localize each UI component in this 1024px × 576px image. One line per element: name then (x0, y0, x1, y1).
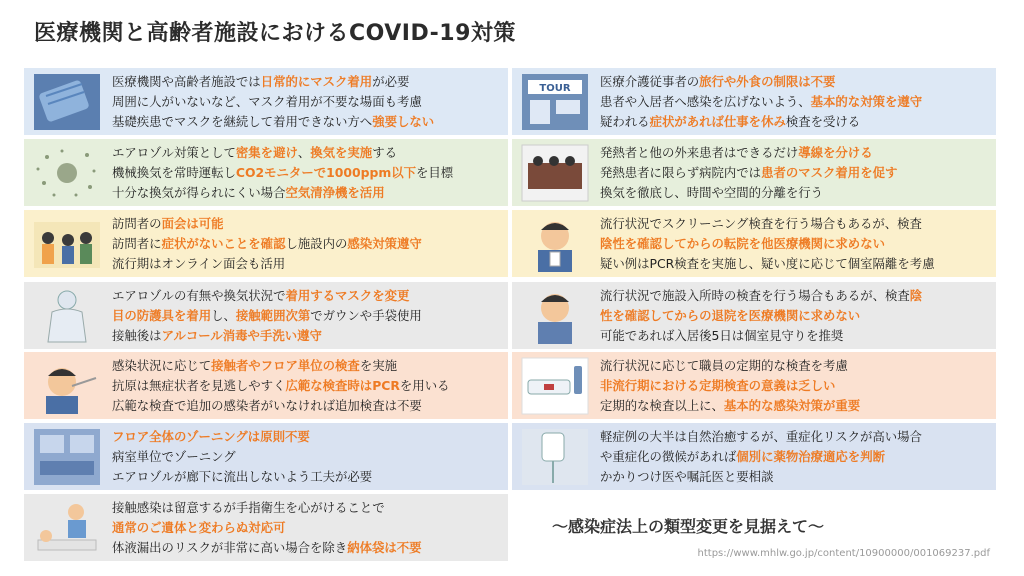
panel-line (112, 519, 508, 536)
body-text: 流行期はオンライン面会も活用 (112, 256, 286, 271)
highlight-text: 納体袋は不要 (347, 540, 422, 555)
panel-line (600, 327, 996, 344)
right-panel-1 (512, 68, 996, 135)
panel-line (600, 184, 996, 201)
highlight-text: 空気清浄機を活用 (285, 185, 385, 200)
highlight-text: アルコール消毒や手洗い遵守 (161, 328, 322, 343)
source-url: https://www.mhlw.go.jp/content/10900000/001069237.pdf (697, 548, 990, 559)
panel-line (600, 357, 996, 374)
panel-line (112, 113, 508, 130)
body-text: 可能であれば入居後5日は個室見守りを推奨 (600, 328, 844, 343)
body-text: 疑われる (600, 114, 650, 129)
panel-line (112, 377, 508, 394)
panel-text (112, 139, 508, 206)
sick-person-icon (516, 286, 594, 345)
body-text: 軽症例の大半は自然治癒するが、重症化リスクが高い場合 (600, 429, 922, 444)
highlight-text: 換気を実施 (310, 145, 373, 160)
panel-line (112, 307, 508, 324)
highlight-text: 導線を分ける (798, 145, 873, 160)
iv-drip-icon (516, 427, 594, 486)
panel-line (112, 73, 508, 90)
aerosol-icon (28, 143, 106, 202)
panel-line (112, 428, 508, 445)
panel-text (112, 494, 508, 561)
panel-text (600, 423, 996, 490)
panel-line (600, 113, 996, 130)
ward-room-icon (28, 427, 106, 486)
body-text: 医療機関や高齢者施設では (112, 74, 261, 89)
left-panel-4 (24, 282, 508, 349)
highlight-text: 症状がないことを確認 (161, 236, 286, 251)
body-text: を実施 (359, 358, 397, 373)
panel-line (600, 448, 996, 465)
visitors-icon (28, 214, 106, 273)
body-text: が必要 (372, 74, 410, 89)
nasal-swab-icon (28, 356, 106, 415)
body-text: 病室単位でゾーニング (112, 449, 236, 464)
panel-text (600, 210, 996, 277)
panel-line (600, 215, 996, 232)
panel-line (112, 184, 508, 201)
highlight-text: 日常的にマスク着用 (260, 74, 373, 89)
highlight-text: 旅行や外食の制限は不要 (699, 74, 836, 89)
highlight-text: 着用するマスクを変更 (285, 288, 410, 303)
left-panel-1 (24, 68, 508, 135)
body-text: 接触後は (112, 328, 162, 343)
panel-line (600, 397, 996, 414)
body-text: エアロゾルが廊下に流出しないよう工夫が必要 (112, 469, 373, 484)
highlight-text: 基本的な感染対策が重要 (723, 398, 861, 413)
body-text: 抗原は無症状者を見逃しやすく (112, 378, 286, 393)
highlight-text: 基本的な対策を遵守 (810, 94, 923, 109)
body-text: 感染状況に応じて (112, 358, 212, 373)
left-panel-2 (24, 139, 508, 206)
highlight-text: フロア全体のゾーニングは原則不要 (112, 429, 310, 444)
panel-line (112, 327, 508, 344)
body-text: する (372, 145, 397, 160)
body-text: 発熱患者に限らず病院内では (600, 165, 762, 180)
panel-text (600, 352, 996, 419)
panel-line (112, 215, 508, 232)
body-text: 換気を徹底し、時間や空間的分離を行う (600, 185, 824, 200)
body-text: 機械換気を常時運転し (112, 165, 236, 180)
panel-line (112, 235, 508, 252)
body-text: 、 (297, 145, 311, 160)
highlight-text: 感染対策遵守 (347, 236, 422, 251)
highlight-text: 面会は可能 (161, 216, 224, 231)
deceased-care-icon (28, 498, 106, 557)
face-mask-icon (28, 72, 106, 131)
body-text: し、 (211, 308, 236, 323)
waiting-room-icon (516, 143, 594, 202)
right-panel-2 (512, 139, 996, 206)
body-text: を目標 (416, 165, 454, 180)
highlight-text: CO2モニターで1000ppm以下 (235, 165, 417, 180)
highlight-text: 通常のご遺体と変わらぬ対応可 (112, 520, 286, 535)
body-text: 十分な換気が得られにくい場合 (112, 185, 286, 200)
body-text: 流行状況に応じて職員の定期的な検査を考慮 (600, 358, 848, 373)
body-text: エアロゾル対策として (112, 145, 236, 160)
highlight-text: 症状があれば仕事を休み (649, 114, 786, 129)
highlight-text: 個別に薬物治療適応を判断 (736, 449, 885, 464)
panel-line (112, 357, 508, 374)
panel-line (112, 287, 508, 304)
left-panel-6 (24, 423, 508, 490)
highlight-text: 非流行期における定期検査の意義は乏しい (600, 378, 836, 393)
right-panel-5 (512, 352, 996, 419)
panel-line (112, 539, 508, 556)
highlight-text: 性を確認してからの退院を医療機関に求めない (600, 308, 861, 323)
tour-bus-icon (516, 72, 594, 131)
highlight-text: 強要しない (372, 114, 435, 129)
body-text: 訪問者に (112, 236, 162, 251)
svg-text:TOUR: TOUR (539, 82, 571, 94)
body-text: 疑い例はPCR検査を実施し、疑い度に応じて個室隔離を考慮 (600, 256, 935, 271)
pcr-test-icon (516, 214, 594, 273)
page-title: 医療機関と高齢者施設におけるCOVID-19対策 (34, 21, 516, 46)
panel-line (112, 499, 508, 516)
highlight-text: 患者のマスク着用を促す (761, 165, 898, 180)
body-text: 患者や入居者へ感染を広げないよう、 (600, 94, 811, 109)
panel-line (600, 377, 996, 394)
panel-line (112, 397, 508, 414)
panel-line (600, 93, 996, 110)
body-text: 定期的な検査以上に、 (600, 398, 724, 413)
panel-line (112, 144, 508, 161)
highlight-text: 接触範囲次第 (235, 308, 311, 323)
body-text: 検査を受ける (785, 114, 861, 129)
body-text: 医療介護従事者の (600, 74, 700, 89)
highlight-text: 接触者やフロア単位の検査 (211, 358, 360, 373)
panel-line (600, 255, 996, 272)
panel-text (600, 68, 996, 135)
panel-text (112, 210, 508, 277)
tagline: 〜感染症法上の類型変更を見据えて〜 (552, 517, 825, 536)
highlight-text: 陰性を確認してからの転院を他医療機関に求めない (600, 236, 885, 251)
panel-line (600, 468, 996, 485)
left-panel-7 (24, 494, 508, 561)
panel-text (112, 352, 508, 419)
panel-text (600, 282, 996, 349)
body-text: や重症化の徴候があれば (600, 449, 737, 464)
panel-text (112, 423, 508, 490)
panel-line (600, 307, 996, 324)
body-text: 流行状況で施設入所時の検査を行う場合もあるが、検査 (600, 288, 910, 303)
body-text: を用いる (399, 378, 450, 393)
body-text: 発熱者と他の外来患者はできるだけ (600, 145, 799, 160)
body-text: でガウンや手袋使用 (310, 308, 422, 323)
panel-text (112, 68, 508, 135)
highlight-text: 密集を避け (235, 145, 298, 160)
panel-text (112, 282, 508, 349)
body-text: 体液漏出のリスクが非常に高い場合を除き (112, 540, 348, 555)
body-text: 流行状況でスクリーニング検査を行う場合もあるが、検査 (600, 216, 922, 231)
highlight-text: 広範な検査時はPCR (285, 378, 400, 393)
body-text: 広範な検査で追加の感染者がいなければ追加検査は不要 (112, 398, 422, 413)
body-text: エアロゾルの有無や換気状況で (112, 288, 286, 303)
body-text: し施設内の (285, 236, 348, 251)
right-panel-6 (512, 423, 996, 490)
panel-line (112, 164, 508, 181)
panel-line (600, 164, 996, 181)
right-panel-3 (512, 210, 996, 277)
panel-line (600, 73, 996, 90)
highlight-text: 陰 (909, 288, 923, 303)
panel-line (600, 428, 996, 445)
body-text: かかりつけ医や嘱託医と要相談 (600, 469, 774, 484)
body-text: 周囲に人がいないなど、マスク着用が不要な場面も考慮 (112, 94, 422, 109)
panel-line (600, 287, 996, 304)
panel-line (112, 255, 508, 272)
highlight-text: 目の防護具を着用 (112, 308, 212, 323)
panel-line (112, 468, 508, 485)
left-panel-5 (24, 352, 508, 419)
left-panel-3 (24, 210, 508, 277)
body-text: 基礎疾患でマスクを継続して着用できない方へ (112, 114, 373, 129)
protective-gown-icon (28, 286, 106, 345)
antigen-kit-icon (516, 356, 594, 415)
panel-line (600, 235, 996, 252)
panel-line (112, 448, 508, 465)
body-text: 訪問者の (112, 216, 162, 231)
panel-line (600, 144, 996, 161)
right-panel-4 (512, 282, 996, 349)
panel-text (600, 139, 996, 206)
panel-line (112, 93, 508, 110)
body-text: 接触感染は留意するが手指衛生を心がけることで (112, 500, 385, 515)
